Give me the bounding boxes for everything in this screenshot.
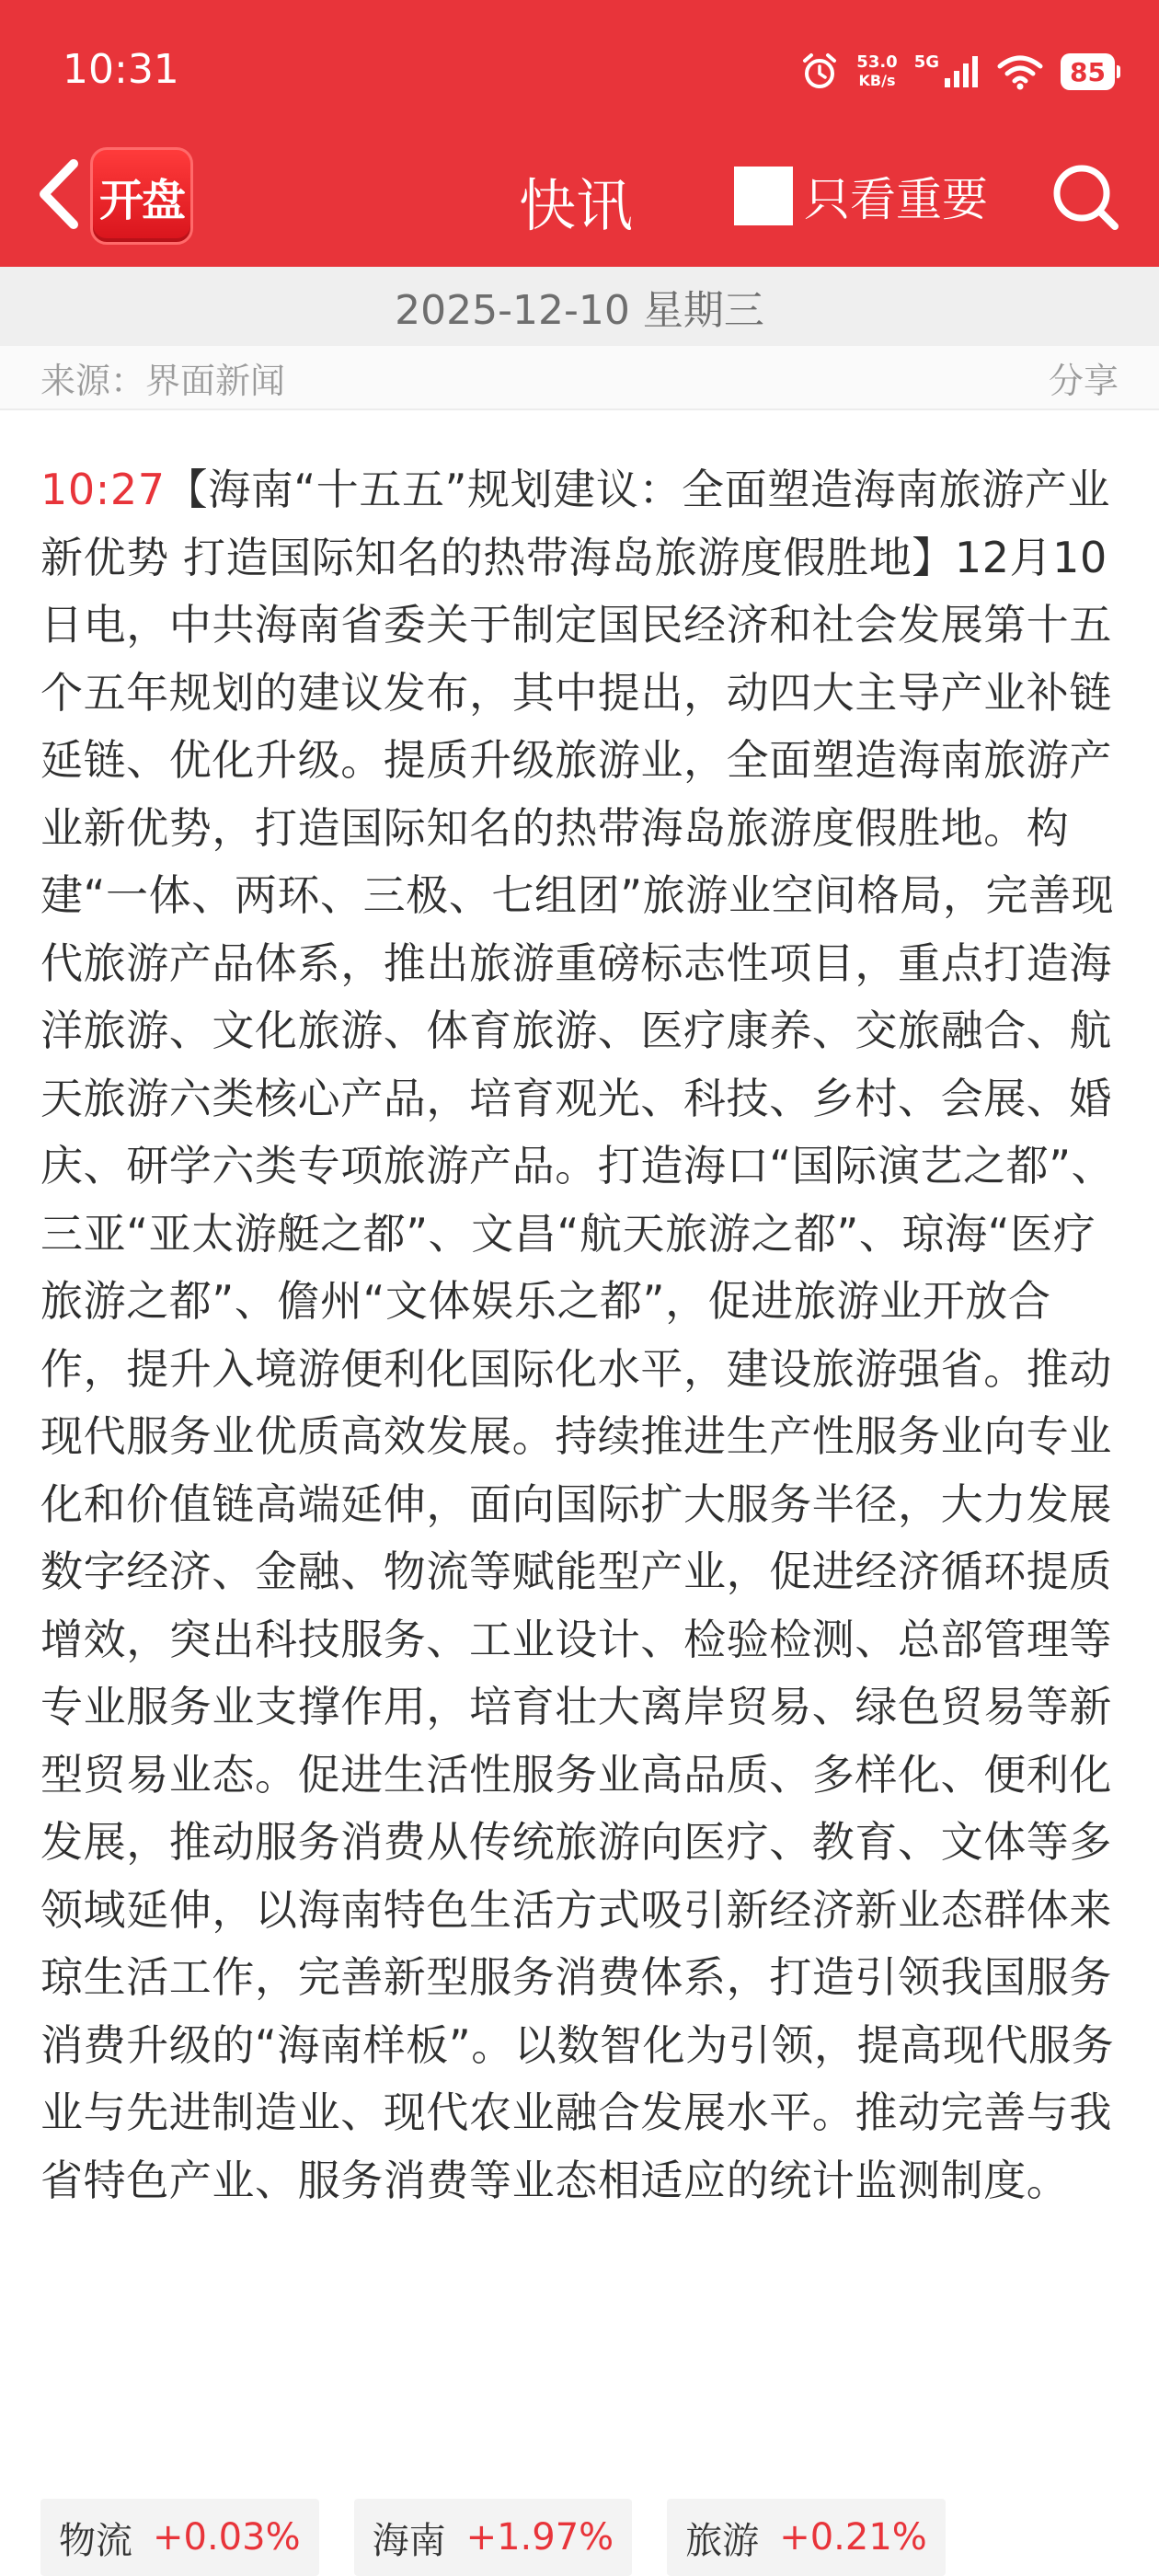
tag-item[interactable]: [354, 2499, 633, 2576]
back-button[interactable]: [26, 155, 90, 234]
page-title: 快讯: [519, 172, 634, 239]
news-headline: 【海南“十五五”规划建议：全面塑造海南旅游产业新优势 打造国际知名的热带海岛旅游度假胜地】: [40, 465, 1111, 582]
important-only-label: 只看重要: [804, 173, 988, 226]
tag-item[interactable]: [667, 2499, 946, 2576]
status-icons: [799, 46, 1115, 98]
app-logo[interactable]: 开盘: [90, 147, 193, 245]
important-only-checkbox[interactable]: [734, 167, 793, 225]
search-icon: [1049, 160, 1122, 234]
alarm-icon: [799, 52, 840, 92]
tag-item[interactable]: [40, 2499, 319, 2576]
source-label: 来源：: [40, 360, 146, 401]
source-name: 界面新闻: [145, 360, 286, 401]
network-speed-unit: KB/s: [858, 72, 896, 89]
signal-icon: [943, 54, 980, 89]
chevron-left-icon: [35, 158, 81, 230]
app-header: [0, 0, 1159, 267]
news-article: [40, 456, 1135, 2214]
network-speed: [856, 53, 897, 90]
network-speed-value: 53.0: [856, 52, 898, 72]
status-time: 10:31: [63, 46, 179, 93]
date-bar: 2025-12-10 星期三: [0, 267, 1159, 346]
source: [40, 352, 285, 403]
share-button[interactable]: 分享: [1048, 360, 1119, 401]
related-tags: [40, 2499, 946, 2576]
tag-change: +0.21%: [779, 2516, 927, 2559]
tag-name: 物流: [59, 2519, 132, 2562]
news-time: 10:27: [40, 465, 166, 514]
search-button[interactable]: [1049, 160, 1122, 234]
important-only-toggle[interactable]: [734, 164, 988, 228]
tag-change: +1.97%: [465, 2516, 614, 2559]
battery-indicator: 85: [1061, 53, 1115, 90]
news-body: 12月10日电，中共海南省委关于制定国民经济和社会发展第十五个五年规划的建议发布，其中提出，动四大主导产业补链延链、优化升级。提质升级旅游业，全面塑造海南旅游产业新优势，打造国际知名的热带海岛旅游度假胜地。构建“一体、两环、三极、七组团”旅游业空间格局，完善现代旅游产品体系，推出旅游重磅标志性项目，重点打造海洋旅游、文化旅游、体育旅游、医疗康养、交旅融合、航天旅游六类核心产品，培育观光、科技、乡村、会展、婚庆、研学六类专项旅游产品。打造海口“国际演艺之都”、三亚“亚太游艇之都”、文昌“航天旅游之都”、琼海“医疗旅游之都”、儋州“文体娱乐之都”，促进旅游业开放合作，提升入境游便利化国际化水平，建设旅游强省。推动现代服务业优质高效发展。持续推进生产性服务业向专业化和价值链高端延伸，面向国际扩大服务半径，大力发展数字经济、金融、物流等赋能型产业，促进经济循环提质增效，突出科技服务、工业设计、检验检测、总部管理等专业服务业支撑作用，培育壮大离岸贸易、绿色贸易等新型贸易业态。促进生活性服务业高品质、多样化、便利化发展，推动服务消费从传统旅游向医疗、教育、文体等多领域延伸，以海南特色生活方式吸引新经济新业态群体来琼生活工作，完善新型服务消费体系，打造引领我国服务消费升级的“海南样板”。以数智化为引领，提高现代服务业与先进制造业、现代农业融合发展水平。推动完善与我省特色产业、服务消费等业态相适应的统计监测制度。: [40, 532, 1115, 2205]
wifi-icon: [996, 53, 1044, 90]
article-meta: [0, 346, 1159, 410]
tag-change: +0.03%: [153, 2516, 301, 2559]
tag-name: 旅游: [685, 2519, 760, 2562]
network-type: 5G: [913, 52, 940, 72]
tag-name: 海南: [372, 2519, 446, 2562]
